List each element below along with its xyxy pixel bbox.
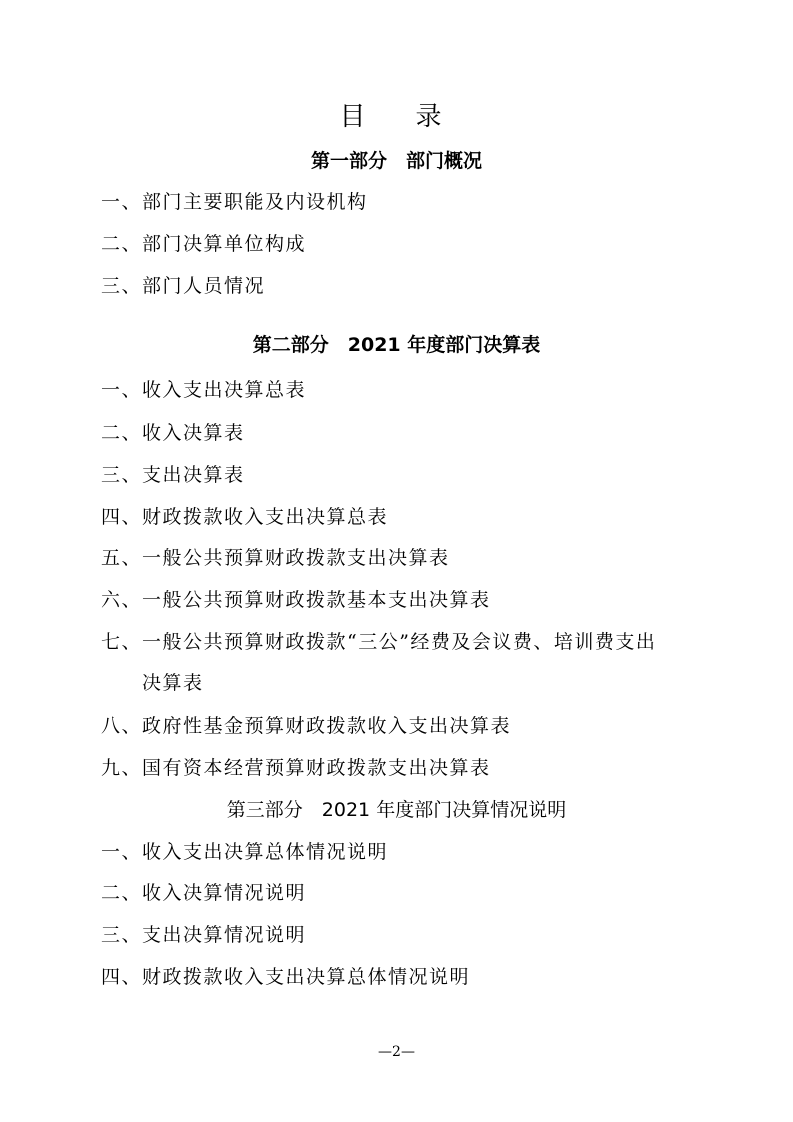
toc-item: 八、政府性基金预算财政拨款收入支出决算表: [101, 715, 512, 737]
toc-item: 三、支出决算情况说明: [101, 924, 307, 946]
toc-item: 四、财政拨款收入支出决算总体情况说明: [101, 966, 471, 988]
toc-item: 二、收入决算情况说明: [101, 882, 307, 904]
part-two-heading: 第二部分 2021 年度部门决算表: [252, 334, 541, 356]
toc-item: 三、部门人员情况: [101, 275, 266, 297]
page-number: —2—: [378, 1044, 415, 1060]
toc-item: 一、收入支出决算总表: [101, 379, 307, 401]
toc-item: 一、部门主要职能及内设机构: [101, 191, 368, 213]
toc-item: 二、部门决算单位构成: [101, 233, 307, 255]
toc-item: 四、财政拨款收入支出决算总表: [101, 506, 389, 528]
toc-item-continuation: 决算表: [142, 672, 204, 694]
toc-item: 一、收入支出决算总体情况说明: [101, 841, 389, 863]
part-three-heading: 第三部分 2021 年度部门决算情况说明: [226, 799, 567, 821]
toc-item: 二、收入决算表: [101, 422, 245, 444]
toc-item: 三、支出决算表: [101, 464, 245, 486]
part-one-heading: 第一部分 部门概况: [310, 150, 482, 172]
toc-item: 五、一般公共预算财政拨款支出决算表: [101, 547, 450, 569]
toc-item: 六、一般公共预算财政拨款基本支出决算表: [101, 589, 491, 611]
toc-item: 九、国有资本经营预算财政拨款支出决算表: [101, 757, 491, 779]
toc-title: 目 录: [339, 102, 454, 132]
toc-item: 七、一般公共预算财政拨款“三公”经费及会议费、培训费支出: [101, 631, 657, 653]
